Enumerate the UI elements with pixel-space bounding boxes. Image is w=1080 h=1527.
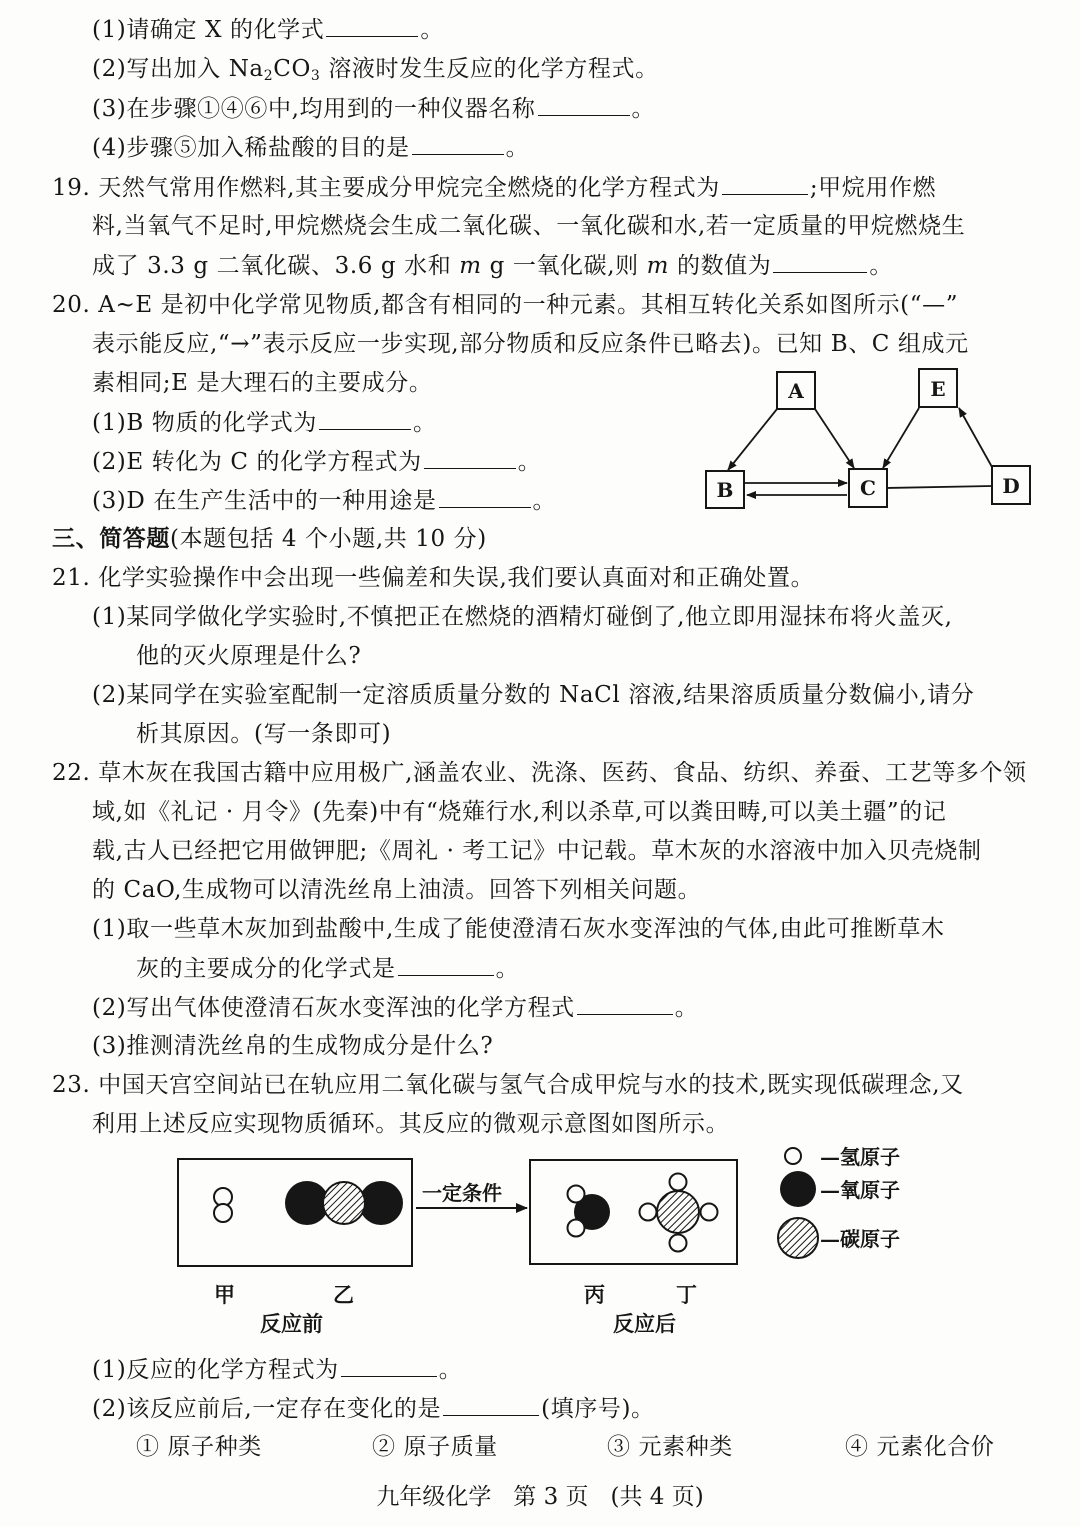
answer-blank <box>773 250 867 273</box>
answer-blank <box>341 1354 437 1377</box>
q18-sub4 <box>92 132 529 163</box>
q22-line4: 的 CaO,生成物可以清洗丝帛上油渍。回答下列相关问题。 <box>92 877 702 903</box>
substance-relation-diagram <box>690 360 1050 520</box>
arrow-e-to-c <box>883 408 919 468</box>
variable-m: m <box>459 253 482 279</box>
q22-line2: 域,如《礼记 · 月令》(先秦)中有“烧薙行水,利以杀草,可以粪田畴,可以美土疆”的记 <box>92 799 947 825</box>
node-e-label: E <box>930 377 946 401</box>
period: 。 <box>631 96 656 122</box>
answer-blank <box>412 132 504 155</box>
q23-sub2-suffix: (填序号)。 <box>541 1396 655 1422</box>
q23-sub2-text: (2)该反应前后,一定存在变化的是 <box>92 1396 442 1422</box>
q21-sub1-line2: 他的灭火原理是什么? <box>136 643 362 669</box>
q19-text: 成了 3.3 g 二氧化碳、3.6 g 水和 <box>92 253 460 279</box>
hydrogen-atom <box>640 1204 657 1221</box>
variable-m: m <box>646 253 670 279</box>
arrow-condition-label: 一定条件 <box>422 1181 502 1205</box>
section3-heading <box>52 524 487 554</box>
answer-blank <box>326 14 418 37</box>
period: 。 <box>495 956 520 982</box>
arrow-d-to-e <box>959 408 992 467</box>
label-yi: 乙 <box>333 1282 354 1307</box>
hydrogen-atom <box>701 1204 718 1221</box>
q19-line2: 料,当氧气不足时,甲烷燃烧会生成二氧化碳、一氧化碳和水,若一定质量的甲烷燃烧生 <box>92 213 966 239</box>
q18-sub3-text: (3)在步骤①④⑥中,均用到的一种仪器名称 <box>92 96 536 122</box>
legend-hydrogen-icon <box>785 1148 801 1164</box>
q20-line1: 20. A~E 是初中化学常见物质,都含有相同的一种元素。其相互转化关系如图所示(“—” <box>52 292 959 318</box>
q22-sub2-text: (2)写出气体使澄清石灰水变浑浊的化学方程式 <box>92 995 575 1021</box>
q21-line1: 21. 化学实验操作中会出现一些偏差和失误,我们要认真面对和正确处置。 <box>52 565 815 591</box>
q19-line1 <box>52 172 936 203</box>
hydrogen-atom <box>568 1220 585 1237</box>
legend-carbon-label: —碳原子 <box>820 1227 900 1251</box>
line-c-d <box>887 486 992 488</box>
q20-line2: 表示能反应,“→”表示反应一步实现,部分物质和反应条件已略去)。已知 B、C 组成元 <box>92 331 969 357</box>
period: 。 <box>517 449 542 475</box>
q23-sub1-text: (1)反应的化学方程式为 <box>92 1357 339 1383</box>
q18-sub3 <box>92 93 655 124</box>
q20-sub1-text: (1)B 物质的化学式为 <box>92 410 317 436</box>
carbon-atom <box>657 1191 699 1233</box>
q20-sub1 <box>92 407 437 438</box>
period: 。 <box>505 135 530 161</box>
q18-sub2-post: 溶液时发生反应的化学方程式。 <box>320 56 659 82</box>
label-bing: 丙 <box>584 1282 605 1307</box>
q18-sub1-text: (1)请确定 X 的化学式 <box>92 17 325 43</box>
q23-option-1: ① 原子种类 <box>136 1434 262 1460</box>
footer-total: (共 4 页) <box>610 1484 704 1510</box>
q20-sub3-text: (3)D 在生产生活中的一种用途是 <box>92 488 437 514</box>
answer-blank <box>398 953 494 976</box>
carbon-atom <box>323 1182 365 1224</box>
q22-sub3: (3)推测清洗丝帛的生成物成分是什么? <box>92 1033 494 1059</box>
q23-line1: 23. 中国天宫空间站已在轨应用二氧化碳与氢气合成甲烷与水的技术,既实现低碳理念,又 <box>52 1072 964 1098</box>
q19-text: 19. 天然气常用作燃料,其主要成分甲烷完全燃烧的化学方程式为 <box>52 175 720 201</box>
hydrogen-atom <box>670 1174 687 1191</box>
period: 。 <box>674 995 699 1021</box>
q21-sub2-line1: (2)某同学在实验室配制一定溶质质量分数的 NaCl 溶液,结果溶质质量分数偏小,请分 <box>92 682 975 708</box>
hydrogen-atom <box>568 1186 585 1203</box>
q21-sub1-line1: (1)某同学做化学实验时,不慎把正在燃烧的酒精灯碰倒了,他立即用湿抹布将火盖灭, <box>92 604 953 630</box>
answer-blank <box>424 446 516 469</box>
q22-line3: 载,古人已经把它用做钾肥;《周礼 · 考工记》中记载。草木灰的水溶液中加入贝壳烧制 <box>92 838 982 864</box>
q22-sub1-line1: (1)取一些草木灰加到盐酸中,生成了能使澄清石灰水变浑浊的气体,由此可推断草木 <box>92 916 945 942</box>
q19-text: 的数值为 <box>669 253 772 279</box>
section-note: (本题包括 4 个小题,共 10 分) <box>170 526 487 552</box>
q23-sub1 <box>92 1354 462 1385</box>
q23-option-3: ③ 元素种类 <box>607 1434 733 1460</box>
period: 。 <box>438 1357 463 1383</box>
arrow-a-to-c <box>815 409 854 468</box>
node-a-label: A <box>788 379 804 403</box>
q22-sub2 <box>92 992 698 1023</box>
label-ding: 丁 <box>676 1282 697 1307</box>
legend-hydrogen-label: —氢原子 <box>820 1145 900 1169</box>
q21-sub2-line2: 析其原因。(写一条即可) <box>136 721 392 747</box>
q18-sub2-pre: (2)写出加入 Na <box>92 56 264 82</box>
subscript: 3 <box>310 68 321 84</box>
q23-sub2 <box>92 1393 655 1424</box>
q18-sub4-text: (4)步骤⑤加入稀盐酸的目的是 <box>92 135 410 161</box>
legend-carbon-icon <box>778 1218 818 1258</box>
q22-line1: 22. 草木灰在我国古籍中应用极广,涵盖农业、洗涤、医药、食品、纺织、养蚕、工艺等多个领 <box>52 760 1027 786</box>
subscript: 2 <box>263 68 274 84</box>
q18-sub1 <box>92 14 444 45</box>
label-jia: 甲 <box>214 1282 235 1307</box>
q18-sub2-mid: CO <box>273 56 311 82</box>
legend-oxygen-icon <box>780 1171 816 1207</box>
answer-blank <box>443 1393 539 1416</box>
period: 。 <box>532 488 557 514</box>
page-footer <box>0 1478 1080 1511</box>
legend-oxygen-label: —氧原子 <box>820 1178 900 1202</box>
q19-text: g 一氧化碳,则 <box>481 253 647 279</box>
q23-option-2: ② 原子质量 <box>372 1434 498 1460</box>
answer-blank <box>439 485 531 508</box>
q20-sub2 <box>92 446 541 477</box>
footer-subject: 九年级化学 <box>376 1484 492 1510</box>
answer-blank <box>577 992 673 1015</box>
q20-line3: 素相同;E 是大理石的主要成分。 <box>92 370 433 396</box>
after-caption: 反应后 <box>613 1311 676 1336</box>
q23-option-4: ④ 元素化合价 <box>845 1434 995 1460</box>
answer-blank <box>538 93 630 116</box>
atom-legend <box>778 1145 900 1258</box>
q20-sub2-text: (2)E 转化为 C 的化学方程式为 <box>92 449 422 475</box>
hydrogen-atom <box>214 1204 232 1222</box>
answer-blank <box>319 407 411 430</box>
section-title: 三、简答题 <box>52 525 170 552</box>
micro-reaction-diagram <box>170 1140 950 1280</box>
q18-sub2 <box>92 54 659 91</box>
q20-sub3 <box>92 485 556 516</box>
q23-line2: 利用上述反应实现物质循环。其反应的微观示意图如图所示。 <box>92 1111 730 1137</box>
q19-line3 <box>92 250 893 281</box>
footer-page: 第 3 页 <box>513 1484 589 1510</box>
q22-sub1-text: 灰的主要成分的化学式是 <box>136 956 396 982</box>
before-caption: 反应前 <box>260 1311 323 1336</box>
answer-blank <box>722 172 808 195</box>
period: 。 <box>869 253 894 279</box>
node-b-label: B <box>716 478 734 502</box>
hydrogen-atom <box>670 1235 687 1252</box>
arrow-a-to-b <box>728 409 777 470</box>
period: 。 <box>413 410 437 436</box>
node-d-label: D <box>1002 474 1020 498</box>
period: 。 <box>420 17 444 43</box>
q19-text: ;甲烷用作燃 <box>809 175 937 201</box>
node-c-label: C <box>860 476 876 500</box>
q22-sub1-line2 <box>136 953 519 984</box>
